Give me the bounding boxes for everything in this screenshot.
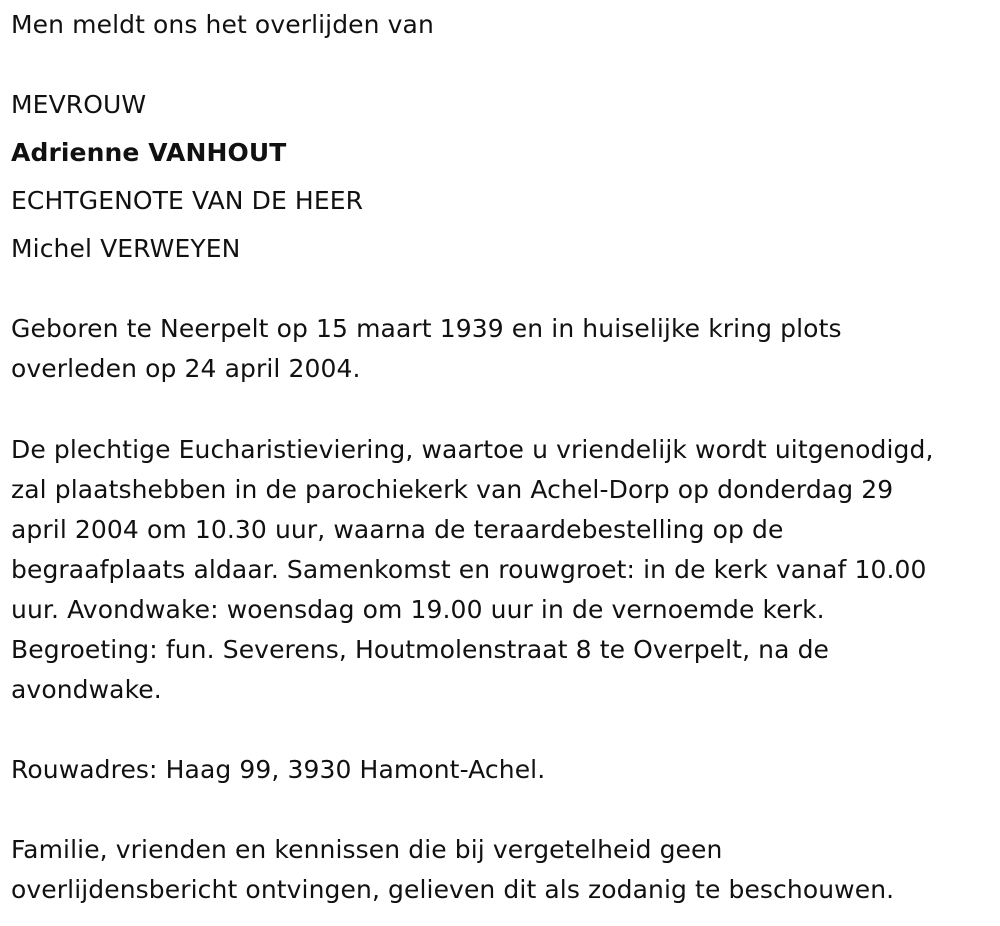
paragraph-line: uur. Avondwake: woensdag om 19.00 uur in de vernoemde kerk. [11, 595, 825, 624]
paragraph-line: De plechtige Eucharistieviering, waartoe u vriendelijk wordt uitgenodigd, [11, 435, 934, 464]
mourning-address: Rouwadres: Haag 99, 3930 Hamont-Achel. [11, 755, 546, 784]
deceased-name: Adrienne VANHOUT [11, 138, 287, 167]
paragraph-line: Begroeting: fun. Severens, Houtmolenstraat 8 te Overpelt, na de [11, 635, 830, 664]
paragraph-line: begraafplaats aldaar. Samenkomst en rouwgroet: in de kerk vanaf 10.00 [11, 555, 927, 584]
paragraph-line: overlijdensbericht ontvingen, gelieven dit als zodanig te beschouwen. [11, 875, 895, 904]
paragraph-line: april 2004 om 10.30 uur, waarna de teraardebestelling op de [11, 515, 784, 544]
closing-paragraph [11, 830, 894, 910]
honorific: MEVROUW [11, 90, 147, 119]
ceremony-paragraph [11, 430, 934, 710]
relation: ECHTGENOTE VAN DE HEER [11, 186, 364, 215]
birth-death-paragraph [11, 309, 842, 389]
paragraph-line: Familie, vrienden en kennissen die bij vergetelheid geen [11, 835, 723, 864]
intro-text: Men meldt ons het overlijden van [11, 10, 434, 39]
address-paragraph [11, 750, 545, 790]
paragraph-line: Geboren te Neerpelt op 15 maart 1939 en in huiselijke kring plots [11, 314, 842, 343]
paragraph-line: avondwake. [11, 675, 162, 704]
paragraph-line: overleden op 24 april 2004. [11, 354, 361, 383]
paragraph-line: zal plaatshebben in de parochiekerk van Achel-Dorp op donderdag 29 [11, 475, 894, 504]
spouse-name: Michel VERWEYEN [11, 234, 241, 263]
